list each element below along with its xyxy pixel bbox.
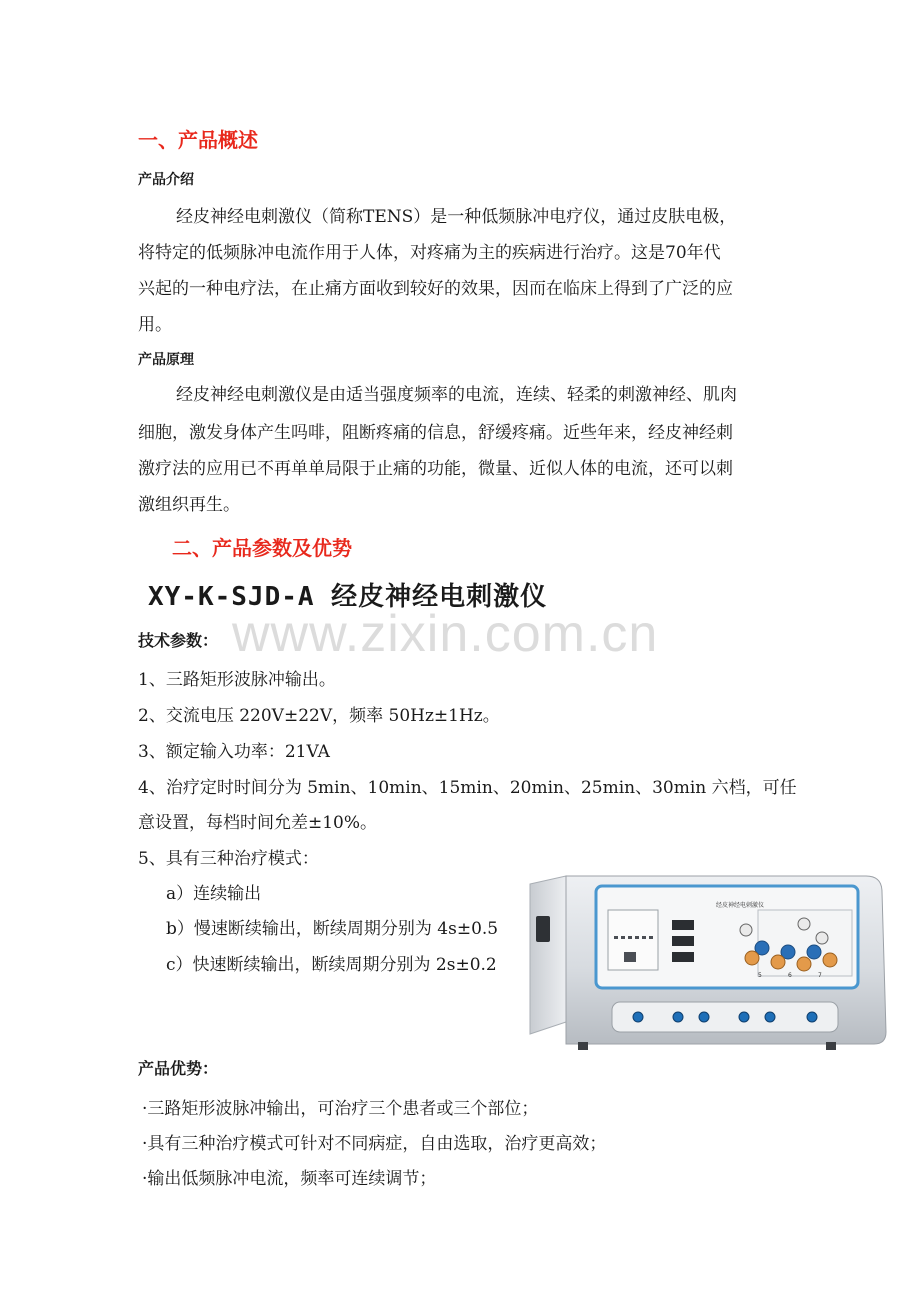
svg-text:5: 5 xyxy=(758,972,762,979)
section-heading-params: 二、产品参数及优势 xyxy=(172,536,352,560)
mode-a: a）连续输出 xyxy=(166,884,262,904)
principle-line-4: 激组织再生。 xyxy=(138,495,240,515)
watermark: www.zixin.com.cn xyxy=(232,605,659,663)
param-line-4: 4、治疗定时时间分为 5min、10min、15min、20min、25min、30min 六档，可任 xyxy=(138,778,797,798)
intro-line-3: 兴起的一种电疗法，在止痛方面收到较好的效果，因而在临床上得到了广泛的应 xyxy=(138,279,733,299)
svg-text:6: 6 xyxy=(788,972,792,979)
param-line-5: 意设置，每档时间允差±10%。 xyxy=(138,813,378,833)
tech-params-label: 技术参数： xyxy=(138,631,219,650)
intro-line-2: 将特定的低频脉冲电流作用于人体，对疼痛为主的疾病进行治疗。这是70年代 xyxy=(138,243,721,263)
product-title: XY-K-SJD-A 经皮神经电刺激仪 xyxy=(148,582,548,612)
param-line-1: 1、三路矩形波脉冲输出。 xyxy=(138,670,336,690)
param-line-2: 2、交流电压 220V±22V，频率 50Hz±1Hz。 xyxy=(138,706,500,726)
panel-title: 经皮神经电刺激仪 xyxy=(716,902,765,909)
advantage-1: ·三路矩形波脉冲输出，可治疗三个患者或三个部位； xyxy=(142,1099,539,1119)
param-line-6: 5、具有三种治疗模式： xyxy=(138,849,319,869)
advantage-3: ·输出低频脉冲电流，频率可连续调节； xyxy=(142,1169,437,1189)
intro-line-1: 经皮神经电刺激仪（简称TENS）是一种低频脉冲电疗仪，通过皮肤电极， xyxy=(176,207,737,227)
advantages-label: 产品优势： xyxy=(138,1059,219,1078)
principle-line-2: 细胞，激发身体产生吗啡，阻断疼痛的信息，舒缓疼痛。近些年来，经皮神经刺 xyxy=(138,423,733,443)
principle-line-3: 激疗法的应用已不再单单局限于止痛的功能，微量、近似人体的电流，还可以刺 xyxy=(138,459,733,479)
param-line-3: 3、额定输入功率：21VA xyxy=(138,742,330,762)
intro-line-4: 用。 xyxy=(138,315,172,335)
principle-line-1: 经皮神经电刺激仪是由适当强度频率的电流，连续、轻柔的刺激神经、肌肉 xyxy=(176,385,737,405)
mode-c: c）快速断续输出，断续周期分别为 2s±0.2 xyxy=(166,955,497,975)
svg-text:7: 7 xyxy=(818,972,822,979)
mode-b: b）慢速断续输出，断续周期分别为 4s±0.5 xyxy=(166,919,499,939)
section-heading-overview: 一、产品概述 xyxy=(138,128,258,152)
principle-label: 产品原理 xyxy=(138,352,194,368)
device-photo xyxy=(526,872,888,1054)
advantage-2: ·具有三种治疗模式可针对不同病症，自由选取，治疗更高效； xyxy=(142,1134,607,1154)
intro-label: 产品介绍 xyxy=(138,172,194,188)
